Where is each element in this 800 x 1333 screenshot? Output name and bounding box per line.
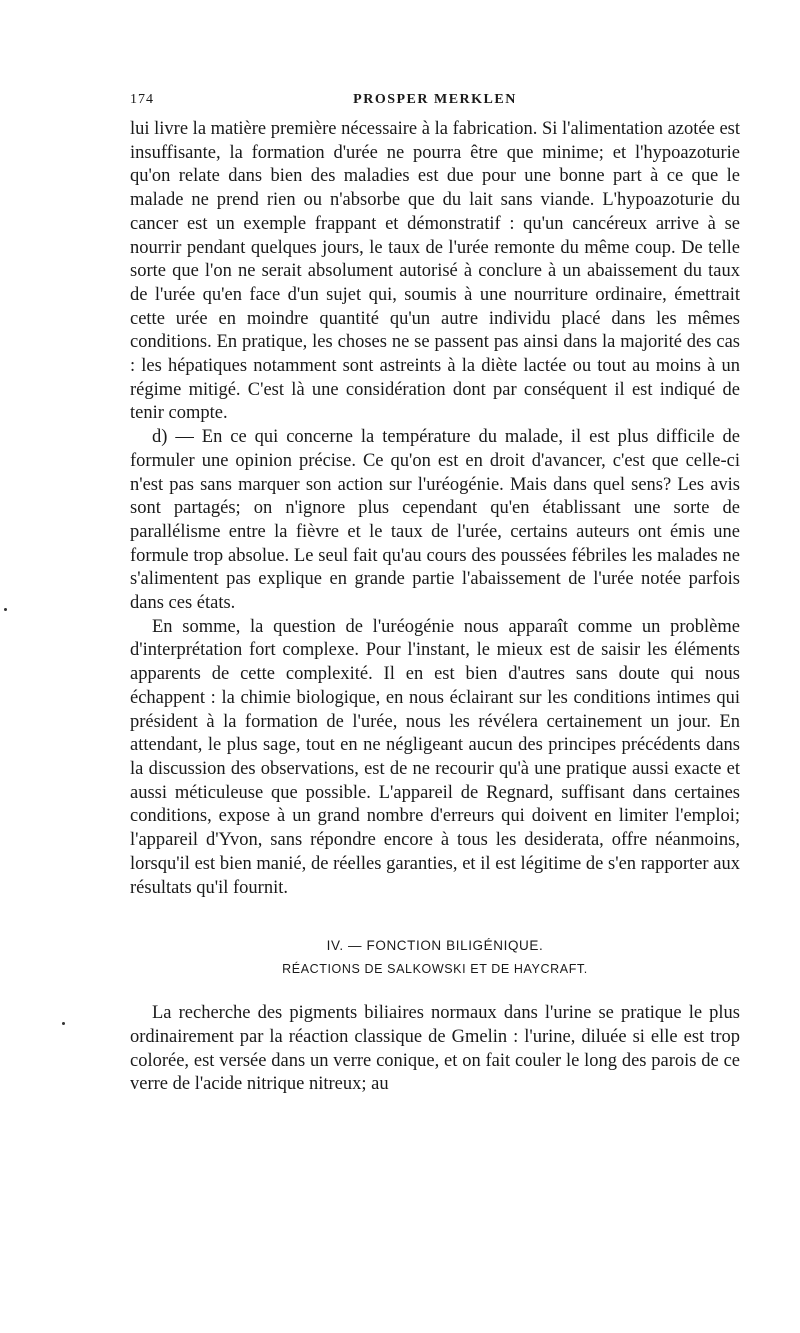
page-number: 174 — [130, 92, 154, 107]
paragraph-temperature: d) — En ce qui concerne la température du malade, il est plus difficile de formuler une opinion précise. Ce qu'on est en droit d'avancer, c'est que celle-ci n'est pas sans marquer son action sur l'uréogénie. Mais dans quel sens? Les avis sont partagés; on n'ignore plus cependant qu'en établissant une sorte de parallélisme entre la fièvre et le taux de l'urée, certains auteurs ont émis une formule trop absolue. Le seul fait qu'au cours des poussées fébriles les malades ne s'alimentent pas explique en grande partie l'abaissement de l'urée notée parfois dans ces états. — [130, 427, 740, 614]
paragraph-urea-diet: lui livre la matière première nécessaire à la fabrication. Si l'alimentation azotée est insuffisante, la formation d'urée ne pourra être que minime; et l'hypoazoturie qu'on relate dans bien des maladies est due pour une bonne part à ce que le malade ne prend rien ou n'absorbe que du lait sans viande. L'hypoazoturie du cancer est un exemple frappant et démonstratif : qu'un cancéreux arrive à se nourrir pendant quelques jours, le taux de l'urée remonte du même coup. De telle sorte que l'on ne serait absolument autorisé à conclure à un abaissement du taux de l'urée qu'en face d'un sujet qui, soumis à une nourriture ordinaire, émettrait cette urée en moindre quantité qu'un autre individu placé dans les mêmes conditions. En pratique, les choses ne se passent pas ainsi dans la majorité des cas : les hépatiques notamment sont astreints à la diète lactée ou tout au moins à un régime mitigé. C'est là une considération dont par conséquent il est indiqué de tenir compte. — [130, 119, 740, 424]
book-page — [130, 92, 740, 1097]
running-title: PROSPER MERKLEN — [353, 92, 517, 107]
section-subheading: RÉACTIONS DE SALKOWSKI ET DE HAYCRAFT. — [282, 962, 588, 977]
paragraph-ureogenie-summary: En somme, la question de l'uréogénie nous apparaît comme un problème d'interprétation fort complexe. Pour l'instant, le mieux est de saisir les éléments apparents de cette complexité. Il en est bien d'autres sans doute qui nous échappent : la chimie biologique, en nous éclairant sur les conditions intimes qui président à la formation de l'urée, nous les révélera certainement un jour. En attendant, le plus sage, tout en ne négligeant aucun des principes précédents dans la discussion des observations, est de ne recourir qu'à une pratique aussi exacte et aussi méticuleuse que possible. L'appareil de Regnard, suffisant dans certaines conditions, expose à un grand nombre d'erreurs qui doivent en limiter l'emploi; l'appareil d'Yvon, sans répondre encore à tous les desiderata, offre néanmoins, lorsqu'il est bien manié, de réelles garanties, et il est légitime de s'en rapporter aux résultats qu'il fournit. — [130, 616, 740, 898]
paragraph-bile-pigments: La recherche des pigments biliaires normaux dans l'urine se pratique le plus ordinairement par la réaction classique de Gmelin : l'urine, diluée si elle est trop colorée, est versée dans un verre conique, et on fait couler le long des parois de ce verre de l'acide nitrique nitreux; au — [130, 1003, 740, 1095]
margin-dot — [62, 1022, 65, 1025]
running-head — [130, 92, 740, 118]
margin-dot — [4, 608, 7, 611]
section-heading: IV. — FONCTION BILIGÉNIQUE. — [326, 938, 544, 954]
